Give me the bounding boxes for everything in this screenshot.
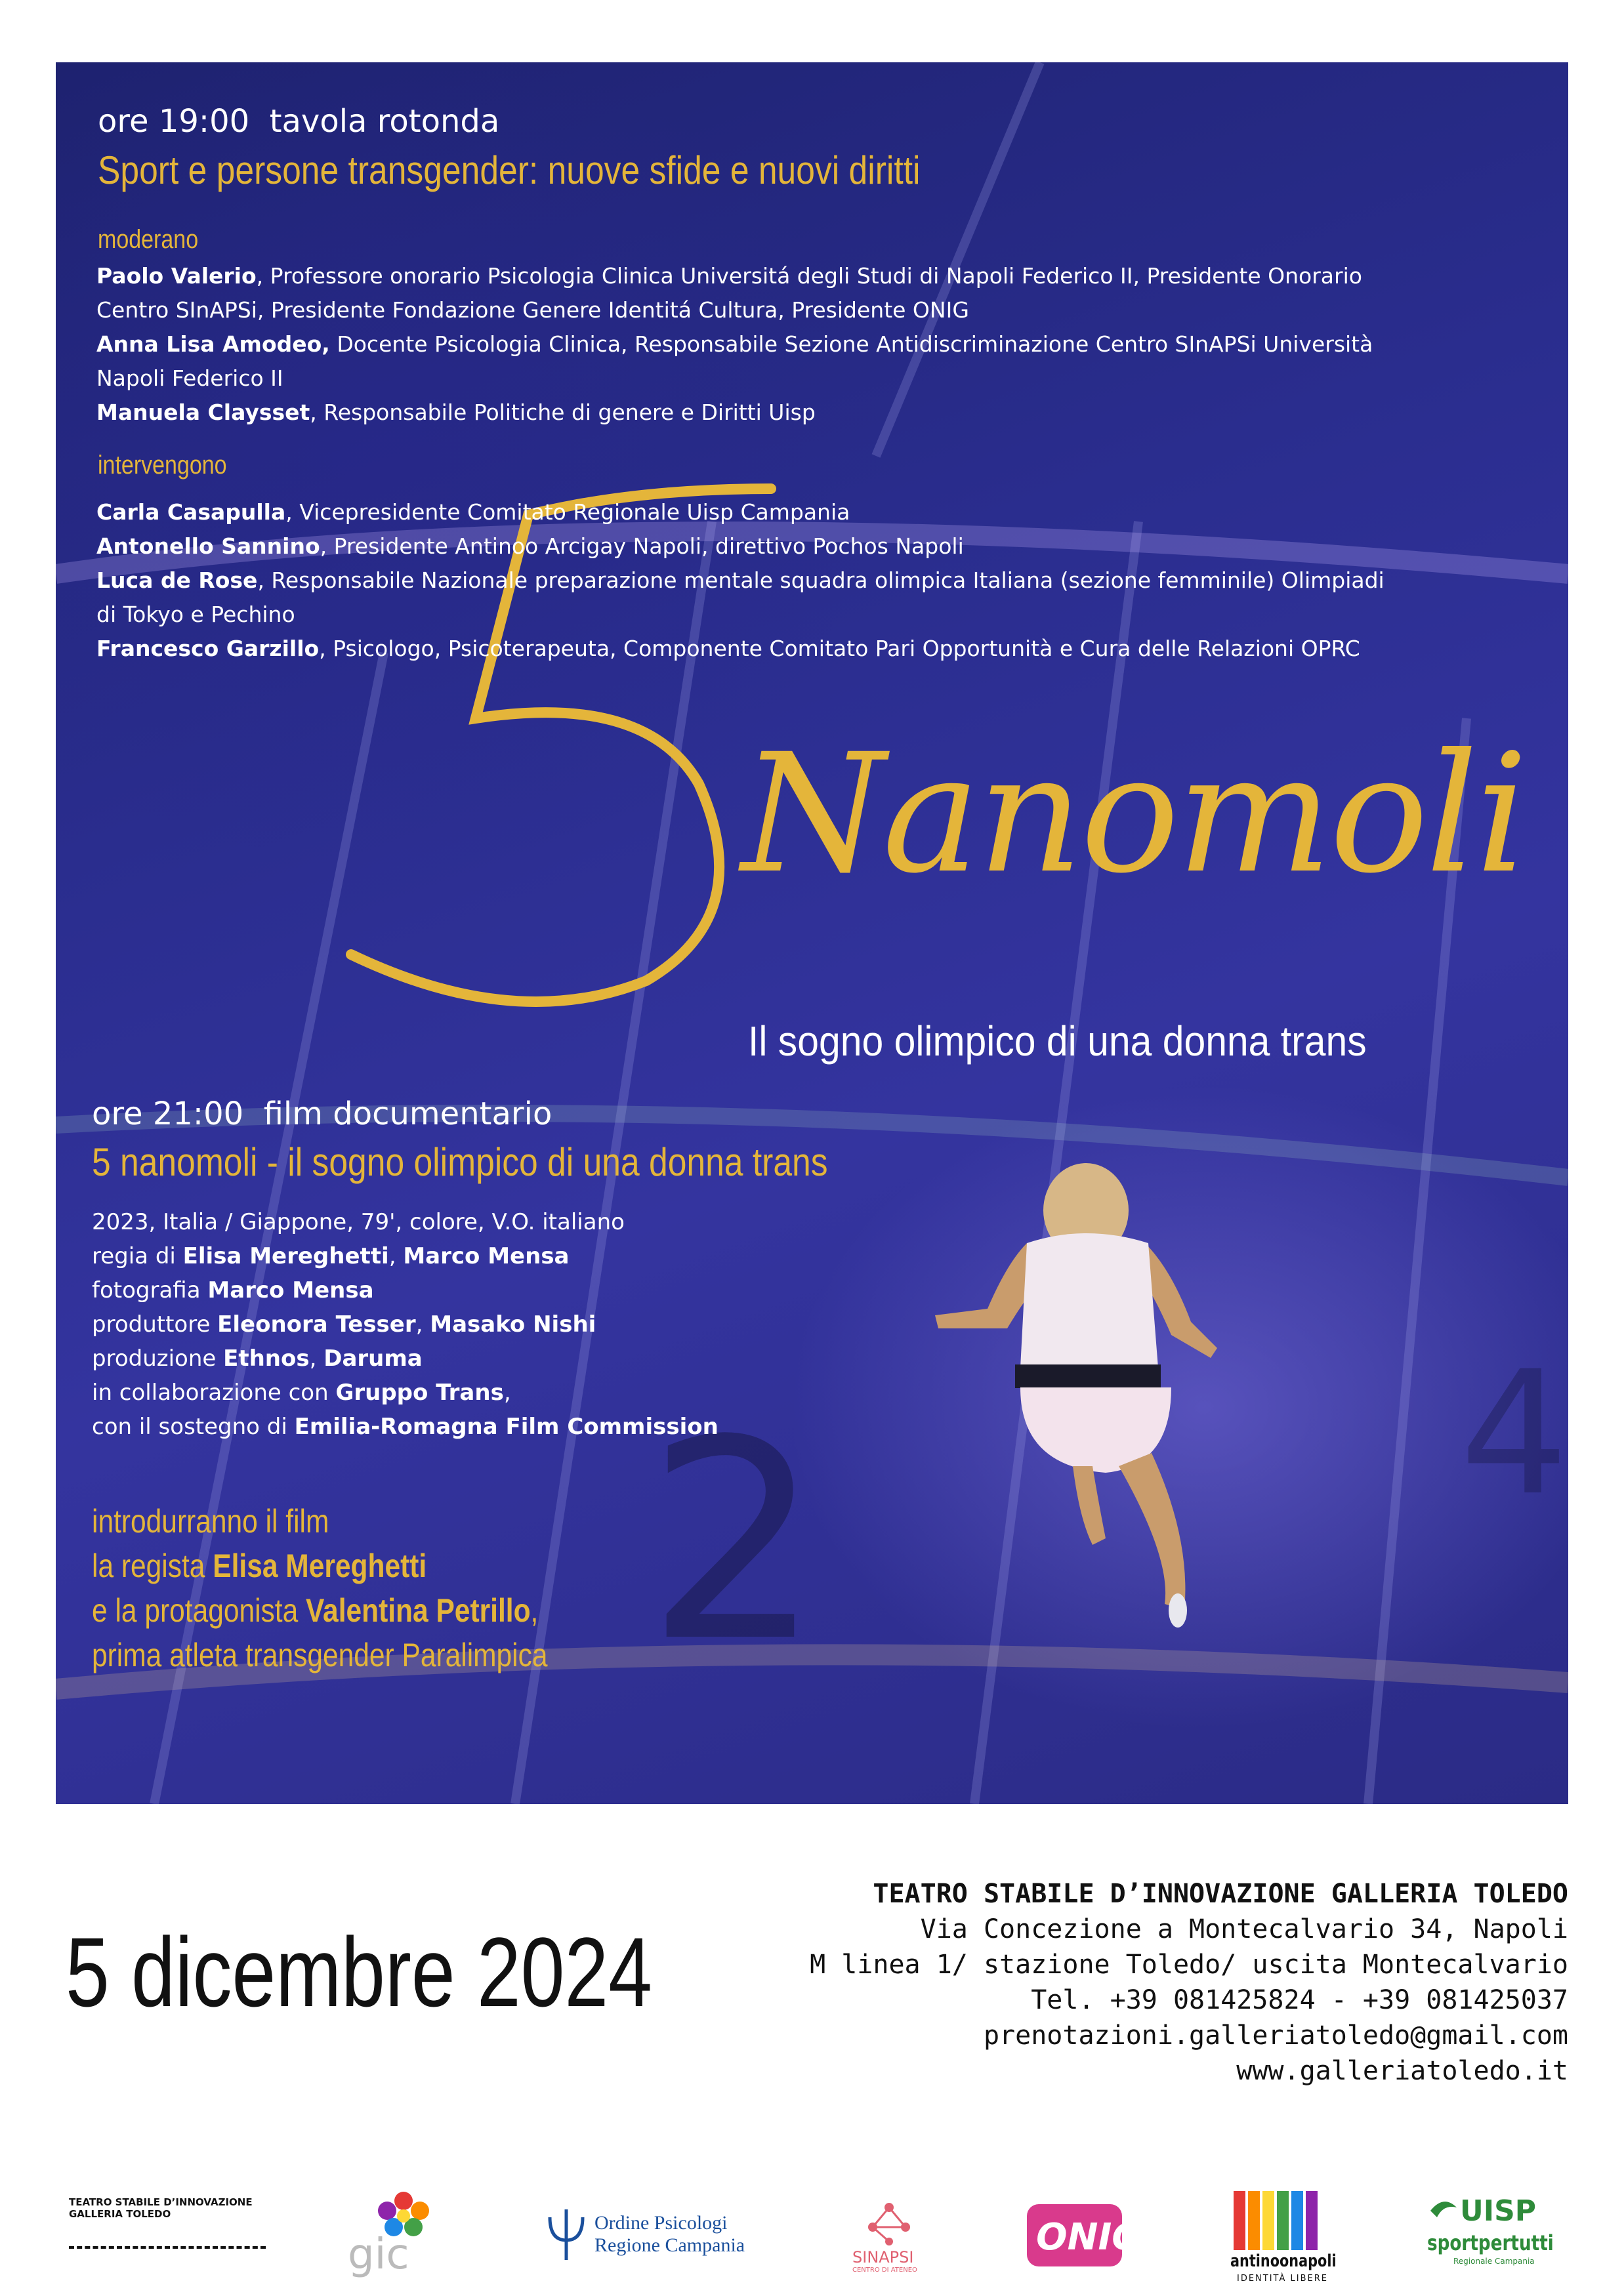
roundtable-type: tavola rotonda [269,103,500,140]
moderators-label: moderano [98,225,199,254]
ordine-line-2: Regione Campania [594,2234,745,2256]
roundtable-time-line [98,103,499,140]
film-time-line [92,1096,552,1132]
speaker-item: Carla Casapulla, Vicepresidente Comitato Regionale Uisp Campania [96,499,850,525]
speaker-item: Antonello Sannino, Presidente Antinoo Arcigay Napoli, direttivo Pochos Napoli [96,533,964,559]
antinoo-text: antinoonapoli [1230,2251,1337,2271]
venue-name: TEATRO STABILE D’INNOVAZIONE GALLERIA TOLEDO [873,1879,1568,1909]
ordine-line-1: Ordine Psicologi [594,2212,728,2234]
film-director: regia di Elisa Mereghetti, Marco Mensa [92,1243,570,1269]
speaker-item-cont: di Tokyo e Pechino [96,602,295,627]
uisp-logo [1427,2194,1558,2273]
film-production: produzione Ethnos, Daruma [92,1345,423,1372]
speaker-item: Luca de Rose, Responsabile Nazionale preparazione mentale squadra olimpica Italiana (sezione femminile) Olimpiadi [96,567,1385,593]
film-producer: produttore Eleonora Tesser, Masako Nishi [92,1311,596,1338]
venue-phone: Tel. +39 081425824 - +39 081425037 [1031,1985,1568,2015]
venue-block [810,1876,1568,2089]
intro-line-4: prima atleta transgender Paralimpica [92,1637,548,1673]
film-support: con il sostegno di Emilia-Romagna Film Commission [92,1414,718,1440]
event-date: 5 dicembre 2024 [66,1917,652,2027]
antinoo-sub: IDENTITÀ LIBERE [1237,2274,1328,2284]
poster-image [56,62,1568,1804]
uisp-swoosh-icon [1427,2194,1460,2227]
uisp-sub2: Regionale Campania [1453,2257,1535,2266]
teatro-logo-rule [69,2246,266,2249]
gic-logo [348,2184,459,2283]
sinapsi-network-icon [850,2201,928,2247]
moderators-list [96,259,1373,430]
film-logo-subtitle: Il sogno olimpico di una donna trans [748,1017,1367,1065]
film-introduction [92,1499,548,1677]
speakers-label: intervengono [98,451,227,480]
film-details: 2023, Italia / Giappone, 79', colore, V.O. italiano [92,1209,625,1235]
intro-line-1: introdurranno il film [92,1503,329,1540]
onig-text: ONIG [1036,2216,1142,2259]
moderator-item-cont: Centro SInAPSi, Presidente Fondazione Genere Identitá Cultura, Presidente ONIG [96,297,969,323]
film-credits [92,1205,718,1444]
onig-logo [1027,2204,1142,2266]
uisp-text: UISP [1460,2194,1537,2228]
speaker-item: Francesco Garzillo, Psicologo, Psicoterapeuta, Componente Comitato Pari Opportunità e Cura delle Relazioni OPRC [96,636,1360,661]
sinapsi-sub: CENTRO DI ATENEO [852,2266,917,2274]
roundtable-time: ore 19:00 [98,103,250,140]
speakers-list [96,495,1385,666]
sinapsi-text: SINAPSI [852,2248,914,2266]
intro-line-3: e la protagonista Valentina Petrillo, [92,1592,539,1629]
film-type: film documentario [263,1096,552,1132]
gic-text: gic [348,2230,409,2279]
venue-website[interactable]: www.galleriatoledo.it [1236,2056,1568,2086]
film-photography: fotografia Marco Mensa [92,1277,374,1303]
film-time: ore 21:00 [92,1096,244,1132]
sinapsi-logo [850,2201,928,2273]
psi-icon [543,2204,589,2263]
venue-metro: M linea 1/ stazione Toledo/ uscita Montecalvario [810,1950,1568,1980]
film-title: 5 nanomoli - il sogno olimpico di una donna trans [92,1140,828,1184]
uisp-sub: sportpertutti [1427,2230,1554,2255]
athlete-figure [935,1163,1217,1628]
rainbow-bars-icon [1230,2191,1329,2250]
roundtable-title: Sport e persone transgender: nuove sfide e nuovi diritti [98,148,921,192]
venue-email[interactable]: prenotazioni.galleriatoledo@gmail.com [983,2020,1568,2051]
svg-text:2: 2 [646,1382,822,1702]
antinoo-logo [1230,2191,1337,2289]
moderator-item: Anna Lisa Amodeo, Docente Psicologia Clinica, Responsabile Sezione Antidiscriminazione Centro SInAPSi Università [96,331,1373,357]
moderator-item: Paolo Valerio, Professore onorario Psicologia Clinica Universitá degli Studi di Napoli Federico II, Presidente Onorario [96,263,1362,289]
moderator-item: Manuela Claysset, Responsabile Politiche di genere e Diritti Uisp [96,400,816,425]
teatro-logo-text: TEATRO STABILE D’INNOVAZIONE GALLERIA TOLEDO [69,2196,253,2220]
moderator-item-cont: Napoli Federico II [96,365,283,391]
venue-address: Via Concezione a Montecalvario 34, Napoli [920,1914,1568,1944]
film-logo-word: Nanomoli [741,718,1526,909]
svg-text:4: 4 [1460,1335,1568,1533]
intro-line-2: la regista Elisa Mereghetti [92,1548,427,1584]
ordine-psicologi-logo [543,2204,760,2263]
teatro-logo [69,2196,266,2249]
film-collaboration: in collaborazione con Gruppo Trans, [92,1380,511,1406]
